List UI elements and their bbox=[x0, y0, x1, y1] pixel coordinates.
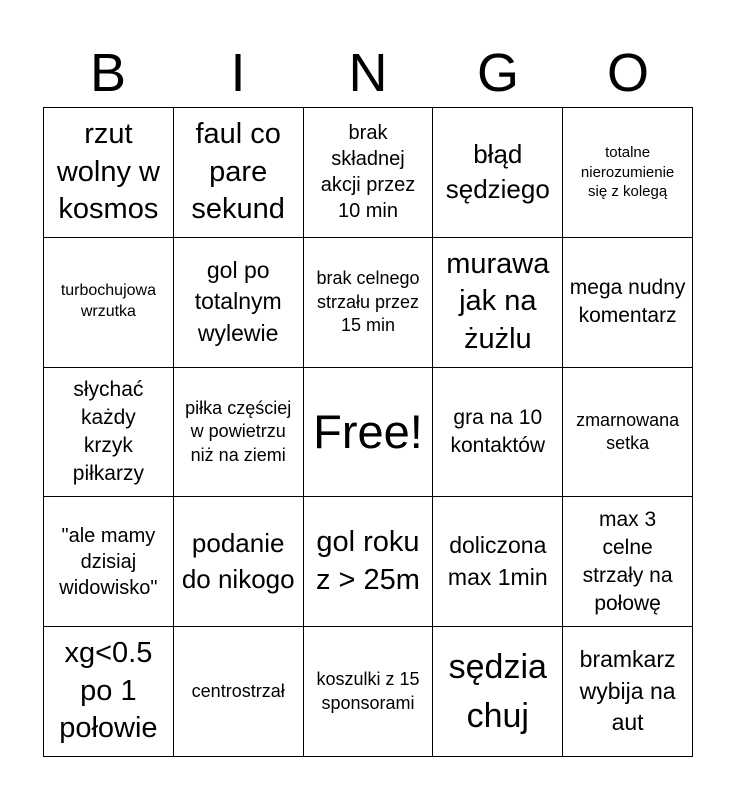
bingo-header bbox=[43, 40, 693, 106]
bingo-cell-text: "ale mamy dzisiaj widowisko" bbox=[59, 524, 158, 599]
bingo-cell-text: max 3 celne strzały na połowę bbox=[582, 507, 673, 615]
bingo-cell[interactable] bbox=[563, 627, 693, 757]
bingo-cell[interactable] bbox=[433, 108, 563, 238]
bingo-cell[interactable] bbox=[174, 368, 304, 498]
bingo-cell[interactable] bbox=[563, 497, 693, 627]
bingo-cell-text: błąd sędziego bbox=[445, 138, 550, 205]
bingo-cell[interactable] bbox=[433, 497, 563, 627]
bingo-cell-text: mega nudny komentarz bbox=[569, 276, 686, 328]
bingo-cell-text: xg<0.5 po 1 połowie bbox=[59, 637, 158, 745]
bingo-cell-text: koszulki z 15 sponsorami bbox=[316, 669, 420, 713]
bingo-cell-text: gol po totalnym wylewie bbox=[194, 256, 282, 347]
bingo-cell[interactable] bbox=[44, 108, 174, 238]
bingo-cell-text: gol roku z > 25m bbox=[316, 526, 420, 596]
bingo-cell-text: centrostrzał bbox=[191, 680, 285, 701]
bingo-cell[interactable] bbox=[44, 368, 174, 498]
bingo-cell-text: faul co pare sekund bbox=[191, 117, 285, 226]
bingo-cell[interactable] bbox=[304, 497, 434, 627]
bingo-cell[interactable] bbox=[44, 627, 174, 757]
bingo-cell-text: słychać każdy krzyk piłkarzy bbox=[72, 378, 144, 485]
bingo-cell-text: doliczona max 1min bbox=[447, 532, 548, 590]
bingo-cell[interactable] bbox=[174, 627, 304, 757]
bingo-cell-text: piłka częściej w powietrzu niż na ziemi bbox=[185, 397, 292, 465]
bingo-cell-text: murawa jak na żużlu bbox=[446, 247, 550, 356]
bingo-cell[interactable] bbox=[304, 627, 434, 757]
bingo-cell[interactable] bbox=[304, 238, 434, 368]
bingo-cell[interactable] bbox=[563, 238, 693, 368]
bingo-cell-text: brak składnej akcji przez 10 min bbox=[320, 122, 416, 223]
bingo-cell-text: rzut wolny w kosmos bbox=[56, 117, 160, 226]
bingo-cell[interactable] bbox=[44, 238, 174, 368]
bingo-cell-text: podanie do nikogo bbox=[181, 527, 295, 594]
bingo-cell-text: gra na 10 kontaktów bbox=[450, 406, 546, 457]
bingo-cell-text: zmarnowana setka bbox=[576, 409, 680, 453]
bingo-cell[interactable] bbox=[174, 497, 304, 627]
bingo-cell[interactable] bbox=[44, 497, 174, 627]
bingo-cell[interactable] bbox=[174, 108, 304, 238]
header-letter-o: O bbox=[606, 43, 649, 103]
bingo-cell[interactable] bbox=[433, 368, 563, 498]
bingo-cell-text: sędzia chuj bbox=[448, 648, 547, 735]
bingo-cell-text: brak celnego strzału przez 15 min bbox=[316, 268, 420, 335]
header-letter-b: B bbox=[89, 43, 127, 103]
bingo-cell-text: turbochujowa wrzutka bbox=[60, 282, 156, 321]
header-letter-i: I bbox=[230, 43, 246, 103]
bingo-cell-text: bramkarz wybija na aut bbox=[579, 645, 676, 736]
bingo-cell-text: totalne nierozumienie się z kolegą bbox=[580, 144, 675, 201]
bingo-cell[interactable] bbox=[563, 108, 693, 238]
free-space-label: Free! bbox=[313, 405, 423, 459]
bingo-cell[interactable] bbox=[433, 627, 563, 757]
bingo-grid bbox=[43, 107, 693, 757]
bingo-cell[interactable] bbox=[174, 238, 304, 368]
header-letter-g: G bbox=[476, 43, 519, 103]
bingo-cell[interactable] bbox=[304, 108, 434, 238]
bingo-cell[interactable] bbox=[433, 238, 563, 368]
header-letter-n: N bbox=[348, 43, 388, 103]
bingo-cell[interactable] bbox=[563, 368, 693, 498]
bingo-cell[interactable] bbox=[304, 368, 434, 498]
